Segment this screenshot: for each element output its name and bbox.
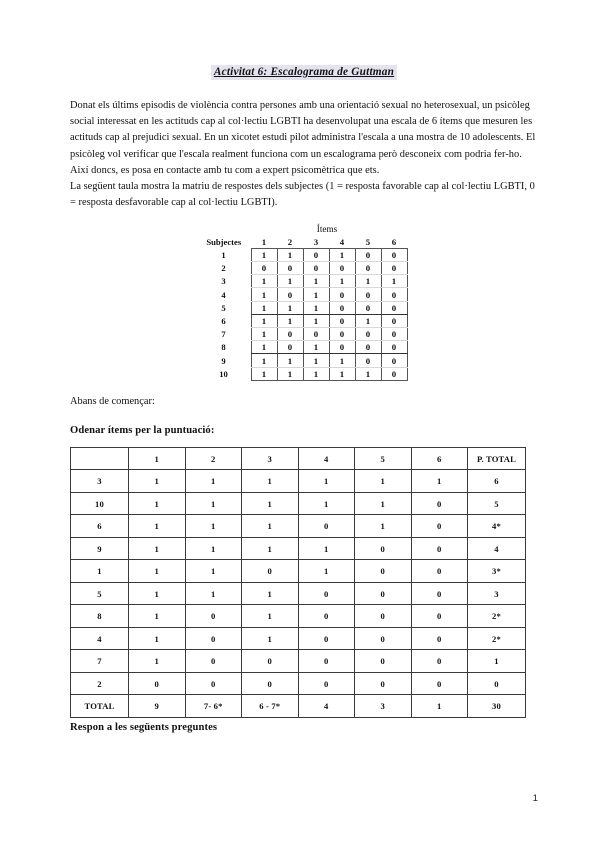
table-row (71, 650, 526, 673)
matrix-cell: 0 (303, 248, 329, 261)
table-total-row (71, 695, 526, 718)
ordered-col-header: 1 (129, 447, 186, 470)
matrix-row (201, 275, 408, 288)
ordered-cell: 0 (411, 650, 468, 673)
ordered-cell: 0 (298, 672, 355, 695)
table-row (71, 627, 526, 650)
ordered-cell: 0 (185, 650, 242, 673)
matrix-row (201, 354, 408, 367)
ordered-row-label: 5 (71, 582, 129, 605)
ordered-cell: 1 (129, 560, 186, 583)
ordered-cell: 0 (411, 627, 468, 650)
response-matrix-body (201, 235, 408, 380)
table-row (71, 605, 526, 628)
page-number: 1 (532, 793, 538, 804)
matrix-cell: 1 (355, 367, 381, 380)
matrix-row (201, 248, 408, 261)
ordered-cell: 0 (411, 605, 468, 628)
ordered-cell: 1 (129, 605, 186, 628)
matrix-cell: 1 (251, 248, 277, 261)
ordered-cell: 1 (242, 470, 299, 493)
ordered-cell: 1 (355, 470, 412, 493)
response-matrix-table (201, 235, 408, 380)
matrix-row (201, 262, 408, 275)
matrix-col-header: 1 (261, 236, 267, 247)
title-container (70, 62, 538, 80)
ordered-cell: 1 (185, 582, 242, 605)
ordered-row-label: 10 (71, 492, 129, 515)
intro-paragraph-1: Donat els últims episodis de violència contra persones amb una orientació sexual no heterosexual, un psicòleg social interessat en les actituds cap al col·lectiu LGBTI ha desenvolupat una escala de 6 ítems que mesuren les actituds cap al prejudici sexual. En un xicotet estudi pilot administra l'escala a una mostra de 10 adolescents. El psicòleg vol verificar que l'escala realment funciona com un escalograma però desconeix com podria fer-ho. (70, 100, 536, 160)
matrix-col-header: 2 (287, 236, 293, 247)
ordered-cell: 1 (129, 492, 186, 515)
matrix-cell: 0 (355, 288, 381, 301)
ordered-cell: 0 (298, 627, 355, 650)
ordered-col-header: 2 (185, 447, 242, 470)
matrix-row-label: 8 (221, 342, 226, 353)
matrix-row-label: 9 (221, 355, 226, 366)
ordered-cell: 0 (129, 672, 186, 695)
table-row (71, 582, 526, 605)
ordered-cell: 1 (411, 470, 468, 493)
ordered-items-table (70, 447, 526, 718)
ordered-row-label: 3 (71, 470, 129, 493)
matrix-cell: 0 (329, 301, 355, 314)
total-row-label: TOTAL (71, 695, 129, 718)
response-matrix-inner (201, 224, 408, 380)
ordered-cell: 0 (355, 605, 412, 628)
ordered-cell: 1 (242, 537, 299, 560)
matrix-cell: 0 (381, 328, 407, 341)
ordered-cell: 1 (242, 515, 299, 538)
ordered-cell: 1 (355, 492, 412, 515)
matrix-cell: 0 (329, 262, 355, 275)
matrix-col-header: 3 (313, 236, 319, 247)
ordered-cell: 1 (185, 560, 242, 583)
matrix-cell: 1 (329, 248, 355, 261)
ordered-row-total: 1 (468, 650, 526, 673)
ordered-cell: 1 (129, 650, 186, 673)
matrix-cell: 1 (277, 314, 303, 327)
ordered-cell: 0 (411, 515, 468, 538)
ordered-cell: 1 (185, 515, 242, 538)
matrix-cell: 1 (251, 341, 277, 354)
ordered-cell: 1 (129, 582, 186, 605)
matrix-cell: 0 (277, 262, 303, 275)
ordered-row-label: 1 (71, 560, 129, 583)
ordered-cell: 1 (298, 560, 355, 583)
table-row (71, 515, 526, 538)
matrix-cell: 1 (303, 367, 329, 380)
matrix-cell: 1 (355, 314, 381, 327)
ordered-cell: 1 (242, 627, 299, 650)
matrix-cell: 1 (251, 275, 277, 288)
page-title: Activitat 6: Escalograma de Guttman (211, 65, 397, 80)
matrix-cell: 1 (277, 248, 303, 261)
matrix-cell: 0 (355, 301, 381, 314)
ordered-col-header: 4 (298, 447, 355, 470)
ordered-cell: 1 (298, 492, 355, 515)
ordered-cell: 0 (185, 605, 242, 628)
ordered-items-body (71, 447, 526, 717)
matrix-cell: 1 (277, 354, 303, 367)
matrix-cell: 0 (381, 301, 407, 314)
matrix-row-label: 4 (221, 289, 226, 300)
matrix-cell: 0 (355, 248, 381, 261)
matrix-cell: 0 (381, 288, 407, 301)
before-start-heading: Abans de començar: (70, 395, 155, 407)
matrix-cell: 1 (251, 367, 277, 380)
matrix-row (201, 301, 408, 314)
matrix-subjects-label: Subjectes (206, 236, 242, 247)
ordered-cell: 0 (298, 605, 355, 628)
matrix-cell: 0 (329, 341, 355, 354)
matrix-cell: 1 (303, 354, 329, 367)
matrix-cell: 0 (381, 341, 407, 354)
ordered-row-label: 7 (71, 650, 129, 673)
matrix-row-label: 10 (219, 368, 228, 379)
ordered-row-total: 2* (468, 627, 526, 650)
matrix-cell: 0 (277, 328, 303, 341)
matrix-cell: 0 (381, 314, 407, 327)
matrix-cell: 1 (381, 275, 407, 288)
response-matrix-block (70, 224, 538, 380)
ordered-cell: 0 (355, 537, 412, 560)
spacer (70, 211, 538, 224)
column-total: 4 (298, 695, 355, 718)
ordered-col-header: 3 (242, 447, 299, 470)
column-total: 7- 6* (185, 695, 242, 718)
table-row (71, 470, 526, 493)
column-total: 6 - 7* (242, 695, 299, 718)
matrix-cell: 1 (277, 301, 303, 314)
matrix-header-row (201, 235, 408, 248)
column-total: 1 (411, 695, 468, 718)
matrix-cell: 1 (303, 301, 329, 314)
ordered-cell: 1 (185, 492, 242, 515)
matrix-cell: 1 (329, 367, 355, 380)
matrix-cell: 0 (355, 341, 381, 354)
ordered-row-total: 6 (468, 470, 526, 493)
intro-paragraph-3: La següent taula mostra la matriu de respostes dels subjectes (1 = resposta favorable cap al col·lectiu LGBTI, 0 = resposta desfavorable cap al col·lectiu LGBTI). (70, 181, 535, 209)
ordered-row-label: 6 (71, 515, 129, 538)
ordered-cell: 1 (129, 470, 186, 493)
table-row (71, 672, 526, 695)
matrix-col-header: 4 (339, 236, 345, 247)
spacer (70, 410, 538, 423)
ordered-row-total: 2* (468, 605, 526, 628)
column-total: 9 (129, 695, 186, 718)
matrix-row (201, 288, 408, 301)
table-row (71, 492, 526, 515)
ordered-cell: 0 (242, 650, 299, 673)
matrix-cell: 1 (277, 367, 303, 380)
matrix-cell: 0 (277, 288, 303, 301)
ordered-row-total: 4* (468, 515, 526, 538)
matrix-cell: 1 (303, 288, 329, 301)
matrix-cell: 0 (277, 341, 303, 354)
matrix-cell: 0 (303, 262, 329, 275)
matrix-cell: 1 (251, 354, 277, 367)
ordered-row-label: 4 (71, 627, 129, 650)
ordered-cell: 1 (185, 537, 242, 560)
matrix-row (201, 367, 408, 380)
matrix-cell: 0 (329, 328, 355, 341)
ordered-cell: 0 (355, 650, 412, 673)
matrix-row (201, 328, 408, 341)
ordered-cell: 0 (242, 560, 299, 583)
matrix-row (201, 314, 408, 327)
matrix-cell: 1 (277, 275, 303, 288)
matrix-cell: 0 (303, 328, 329, 341)
ordered-cell: 1 (242, 582, 299, 605)
matrix-cell: 0 (251, 262, 277, 275)
matrix-cell: 0 (381, 367, 407, 380)
matrix-cell: 0 (381, 262, 407, 275)
column-total: 3 (355, 695, 412, 718)
ordered-cell: 0 (298, 515, 355, 538)
matrix-cell: 0 (329, 288, 355, 301)
ordered-cell: 0 (185, 627, 242, 650)
grand-total: 30 (468, 695, 526, 718)
matrix-cell: 1 (303, 341, 329, 354)
ordered-corner-cell (71, 447, 129, 470)
ordered-row-label: 9 (71, 537, 129, 560)
order-items-heading: Odenar ítems per la puntuació: (70, 424, 215, 436)
ordered-row-label: 8 (71, 605, 129, 628)
ordered-cell: 1 (185, 470, 242, 493)
matrix-cell: 0 (381, 354, 407, 367)
intro-paragraph-2: Així doncs, es posa en contacte amb tu com a expert psicomètrica que ets. (70, 164, 380, 176)
matrix-cell: 1 (251, 328, 277, 341)
matrix-cell: 1 (329, 354, 355, 367)
ordered-cell: 1 (242, 492, 299, 515)
ordered-cell: 1 (242, 605, 299, 628)
matrix-cell: 0 (329, 314, 355, 327)
matrix-row (201, 341, 408, 354)
ordered-cell: 0 (411, 492, 468, 515)
ordered-row-label: 2 (71, 672, 129, 695)
ordered-cell: 1 (355, 515, 412, 538)
table-header-row (71, 447, 526, 470)
ordered-cell: 0 (355, 672, 412, 695)
matrix-cell: 1 (251, 288, 277, 301)
table-row (71, 560, 526, 583)
matrix-cell: 1 (355, 275, 381, 288)
spacer (70, 439, 538, 447)
ordered-total-header: P. TOTAL (468, 447, 526, 470)
ordered-cell: 1 (298, 537, 355, 560)
ordered-cell: 0 (185, 672, 242, 695)
matrix-row-label: 5 (221, 302, 226, 313)
matrix-cell: 1 (303, 275, 329, 288)
ordered-col-header: 5 (355, 447, 412, 470)
ordered-cell: 1 (129, 627, 186, 650)
matrix-cell: 0 (355, 354, 381, 367)
matrix-col-header: 5 (365, 236, 371, 247)
ordered-cell: 0 (298, 650, 355, 673)
ordered-cell: 0 (411, 582, 468, 605)
matrix-row-label: 7 (221, 329, 226, 340)
ordered-row-total: 3 (468, 582, 526, 605)
matrix-row-label: 3 (221, 276, 226, 287)
ordered-cell: 0 (411, 560, 468, 583)
table-row (71, 537, 526, 560)
matrix-cell: 0 (355, 262, 381, 275)
ordered-cell: 0 (242, 672, 299, 695)
ordered-cell: 0 (298, 582, 355, 605)
ordered-row-total: 3* (468, 560, 526, 583)
ordered-col-header: 6 (411, 447, 468, 470)
ordered-row-total: 0 (468, 672, 526, 695)
ordered-row-total: 5 (468, 492, 526, 515)
ordered-cell: 1 (129, 537, 186, 560)
matrix-cell: 1 (303, 314, 329, 327)
ordered-cell: 0 (411, 537, 468, 560)
spacer (70, 381, 538, 394)
ordered-cell: 0 (411, 672, 468, 695)
matrix-cell: 1 (251, 301, 277, 314)
answer-questions-heading: Respon a les següents preguntes (70, 721, 218, 733)
matrix-row-label: 2 (221, 263, 226, 274)
matrix-cell: 1 (251, 314, 277, 327)
ordered-cell: 0 (355, 560, 412, 583)
matrix-cell: 1 (329, 275, 355, 288)
matrix-row-label: 6 (221, 315, 226, 326)
matrix-row-label: 1 (221, 250, 226, 261)
ordered-cell: 1 (298, 470, 355, 493)
matrix-cell: 0 (381, 248, 407, 261)
matrix-cell: 0 (355, 328, 381, 341)
matrix-items-caption: Ítems (316, 224, 338, 235)
ordered-cell: 0 (355, 627, 412, 650)
matrix-col-header: 6 (391, 236, 397, 247)
ordered-cell: 1 (129, 515, 186, 538)
ordered-row-total: 4 (468, 537, 526, 560)
ordered-cell: 0 (355, 582, 412, 605)
